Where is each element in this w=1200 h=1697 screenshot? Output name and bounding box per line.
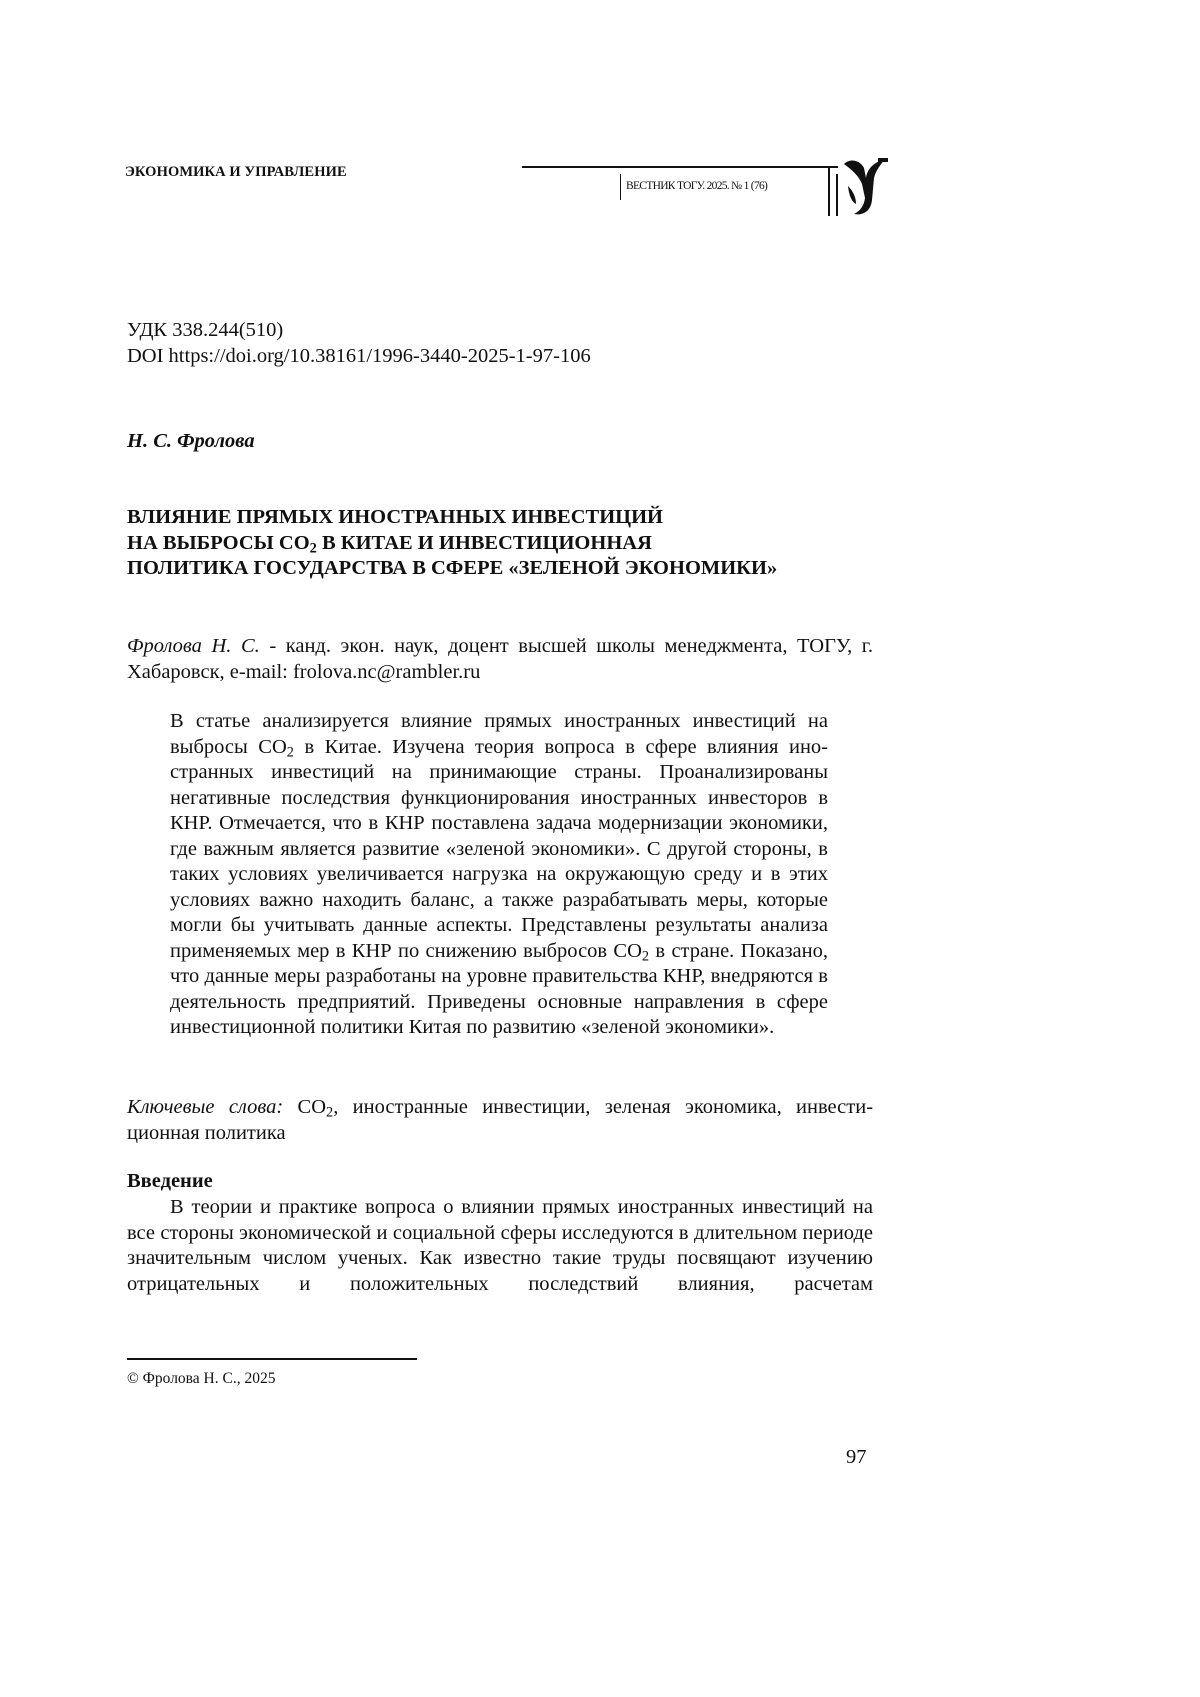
abstract-part-2: в Китае. Изучена теория вопроса в сфере влияния иностранных инвестиций на принимающие страны. Проанализированы негативные последствия функционирования иностранных инвесторов в КНР. Отмечается, что в КНР поставлена задача модернизации экономики, где важным является развитие «зеленой экономики». С другой стороны, в таких условиях увеличивается нагрузка на окружающую среду и в этих условиях важно находить баланс, а также разрабатывать меры, которые могли бы учитывать данные аспекты. Представлены результаты анализа применяемых мер в КНР по снижению выбросов CO xyxy=(170,735,828,962)
author-name: Н. С. Фролова xyxy=(127,430,255,452)
abstract-subscript-1: 2 xyxy=(286,744,294,761)
journal-logo-icon xyxy=(840,156,892,220)
running-header-section: ЭКОНОМИКА И УПРАВЛЕНИЕ xyxy=(125,164,347,180)
abstract-part-3: в стране. Показано, что данные меры разработаны на уровне правительства КНР, внедряются в деятельность предприятий. Приведены основные направления в сфере инвестиционной политики Китая по развитию «зеленой экономики». xyxy=(170,939,828,1038)
doi-link[interactable]: DOI https://doi.org/10.38161/1996-3440-2025-1-97-106 xyxy=(127,345,591,367)
header-rule-vertical xyxy=(620,174,621,200)
title-line-2 xyxy=(127,531,907,557)
page-number: 97 xyxy=(846,1446,867,1468)
title-line-1: ВЛИЯНИЕ ПРЯМЫХ ИНОСТРАННЫХ ИНВЕСТИЦИЙ xyxy=(127,506,663,528)
author-info-name: Фролова Н. С. xyxy=(127,635,260,657)
keywords-list: , иностранные инвестиции, зеленая экономика, инвестиционная политика xyxy=(127,1096,874,1144)
title-subscript: 2 xyxy=(309,540,317,557)
journal-citation: ВЕСТНИК ТОГУ. 2025. № 1 (76) xyxy=(626,180,768,192)
abstract-part-1: В статье анализируется влияние прямых иностранных инвестиций на выбросы CO xyxy=(170,710,828,758)
header-bar xyxy=(828,166,830,216)
keywords xyxy=(127,1095,873,1146)
title-line-3: ПОЛИТИКА ГОСУДАРСТВА В СФЕРЕ «ЗЕЛЕНОЙ ЭКОНОМИКИ» xyxy=(127,557,778,579)
author-affiliation xyxy=(127,634,873,685)
section-heading-introduction: Введение xyxy=(127,1170,213,1192)
keywords-subscript: 2 xyxy=(326,1104,334,1121)
keywords-label: Ключевые слова: xyxy=(127,1096,284,1118)
author-info-text: - канд. экон. наук, доцент высшей школы менеджмента, ТОГУ, г. Хабаровск, e-mail: frolova.nc@rambler.ru xyxy=(127,635,873,683)
title-line-2-start: НА ВЫБРОСЫ CO xyxy=(127,531,310,554)
keywords-co: CO xyxy=(283,1096,327,1118)
copyright-footnote: © Фролова Н. С., 2025 xyxy=(127,1370,276,1387)
footnote-rule xyxy=(127,1358,417,1360)
header-rule xyxy=(522,166,838,168)
header-bar xyxy=(836,174,838,216)
article-title xyxy=(127,505,907,582)
title-line-2-end: В КИТАЕ И ИНВЕСТИЦИОННАЯ xyxy=(316,531,652,554)
udc-code: УДК 338.244(510) xyxy=(127,319,284,341)
introduction-paragraph: В теории и практике вопроса о влиянии прямых иностранных инвестиций на все стороны экономической и социальной сферы исследуются в длительном периоде значительным числом ученых. Как известно такие труды посвящают изучению отрицательных и положительных последствий влияния, расчетам xyxy=(127,1196,873,1295)
abstract xyxy=(170,709,828,1041)
abstract-subscript-2: 2 xyxy=(641,948,650,965)
